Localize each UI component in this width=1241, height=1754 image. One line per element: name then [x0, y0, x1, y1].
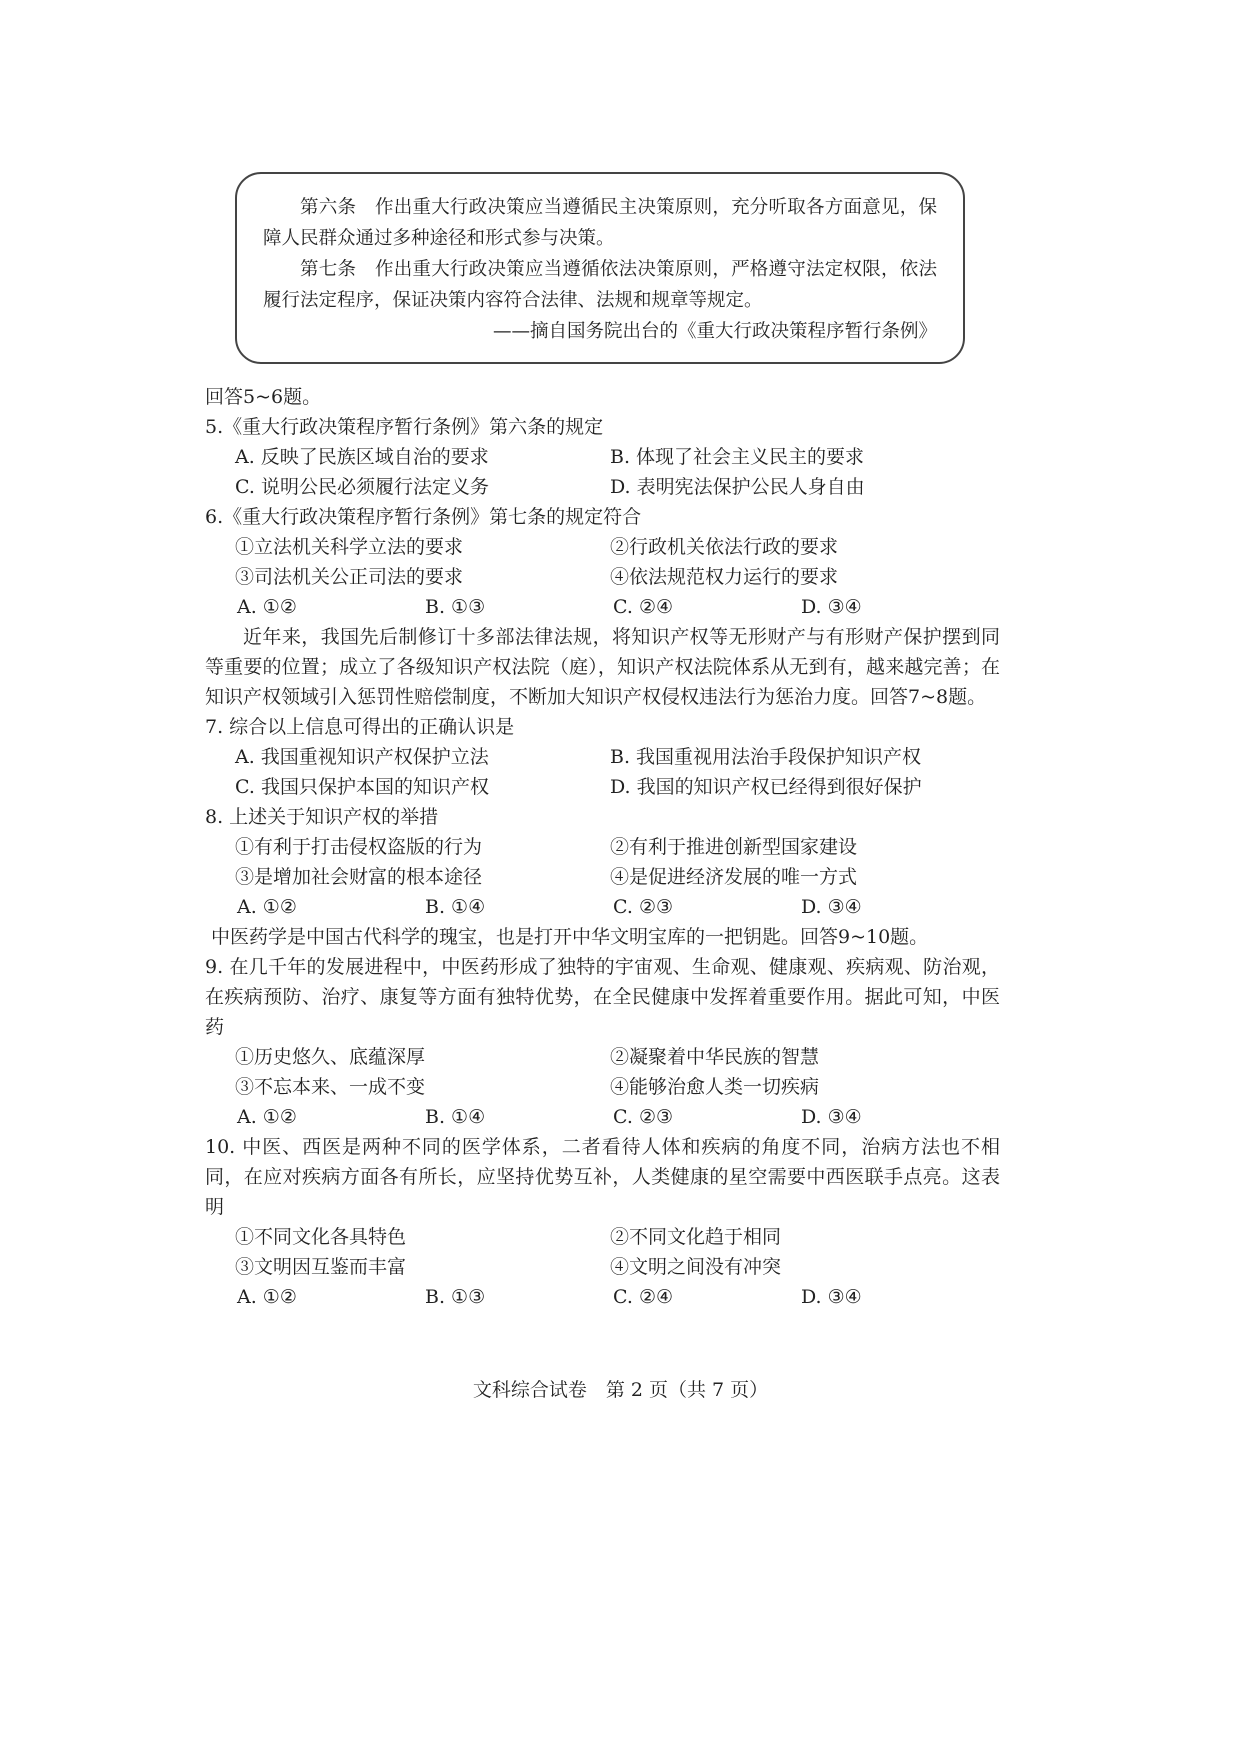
q7-option-d[interactable]: D. 我国的知识产权已经得到很好保护 — [610, 776, 922, 798]
q5-option-d[interactable]: D. 表明宪法保护公民人身自由 — [610, 476, 865, 498]
q9-item-2: ②凝聚着中华民族的智慧 — [610, 1046, 820, 1068]
q8-item-3: ③是增加社会财富的根本途径 — [235, 866, 483, 888]
q5-option-a[interactable]: A. 反映了民族区域自治的要求 — [235, 446, 489, 468]
q8-items-34 — [205, 862, 1000, 892]
q10-item-4: ④文明之间没有冲突 — [610, 1256, 782, 1278]
q6-stem: 6.《重大行政决策程序暂行条例》第七条的规定符合 — [205, 506, 642, 528]
q7-stem: 7. 综合以上信息可得出的正确认识是 — [205, 716, 515, 738]
q9-option-b[interactable]: B. ①④ — [425, 1106, 486, 1128]
exam-content — [205, 382, 1000, 1312]
q8-options — [205, 892, 1000, 922]
q8-option-a[interactable]: A. ①② — [237, 896, 297, 918]
q9-item-4: ④能够治愈人类一切疾病 — [610, 1076, 820, 1098]
q8-item-4: ④是促进经济发展的唯一方式 — [610, 866, 858, 888]
intro-5-6: 回答5~6题。 — [205, 386, 322, 408]
q8-stem: 8. 上述关于知识产权的举措 — [205, 806, 439, 828]
q6-items-34 — [205, 562, 1000, 592]
q9-item-3: ③不忘本来、一成不变 — [235, 1076, 426, 1098]
q5-options-ab — [205, 442, 1000, 472]
q10-item-3: ③文明因互鉴而丰富 — [235, 1256, 407, 1278]
q10-option-b[interactable]: B. ①③ — [425, 1286, 486, 1308]
q9-option-d[interactable]: D. ③④ — [801, 1106, 862, 1128]
q9-option-c[interactable]: C. ②③ — [613, 1106, 674, 1128]
q7-option-c[interactable]: C. 我国只保护本国的知识产权 — [235, 776, 489, 798]
q9-options — [205, 1102, 1000, 1132]
q9-item-1: ①历史悠久、底蕴深厚 — [235, 1046, 426, 1068]
q7-option-b[interactable]: B. 我国重视用法治手段保护知识产权 — [610, 746, 922, 768]
q6-option-b[interactable]: B. ①③ — [425, 596, 486, 618]
q7-options-ab — [205, 742, 1000, 772]
q8-items-12 — [205, 832, 1000, 862]
passage-7-8: 近年来，我国先后制修订十多部法律法规，将知识产权等无形财产与有形财产保护摆到同等重要的位置；成立了各级知识产权法院（庭），知识产权法院体系从无到有，越来越完善；在知识产权领域引入惩罚性赔偿制度，不断加大知识产权侵权违法行为惩治力度。回答7~8题。 — [205, 626, 1000, 708]
q6-options — [205, 592, 1000, 622]
q10-item-2: ②不同文化趋于相同 — [610, 1226, 782, 1248]
q8-option-d[interactable]: D. ③④ — [801, 896, 862, 918]
q9-items-34 — [205, 1072, 1000, 1102]
q6-item-4: ④依法规范权力运行的要求 — [610, 566, 839, 588]
q5-option-c[interactable]: C. 说明公民必须履行法定义务 — [235, 476, 489, 498]
q6-option-c[interactable]: C. ②④ — [613, 596, 674, 618]
q8-item-1: ①有利于打击侵权盗版的行为 — [235, 836, 483, 858]
q9-option-a[interactable]: A. ①② — [237, 1106, 297, 1128]
q8-item-2: ②有利于推进创新型国家建设 — [610, 836, 858, 858]
q9-stem: 9. 在几千年的发展进程中，中医药形成了独特的宇宙观、生命观、健康观、疾病观、防治观，在疾病预防、治疗、康复等方面有独特优势，在全民健康中发挥着重要作用。据此可知，中医药 — [205, 956, 1000, 1038]
q6-option-a[interactable]: A. ①② — [237, 596, 297, 618]
q8-option-c[interactable]: C. ②③ — [613, 896, 674, 918]
q10-items-12 — [205, 1222, 1000, 1252]
q5-stem: 5.《重大行政决策程序暂行条例》第六条的规定 — [205, 416, 604, 438]
q10-option-d[interactable]: D. ③④ — [801, 1286, 862, 1308]
q5-option-b[interactable]: B. 体现了社会主义民主的要求 — [610, 446, 865, 468]
q6-item-2: ②行政机关依法行政的要求 — [610, 536, 839, 558]
q6-item-3: ③司法机关公正司法的要求 — [235, 566, 464, 588]
q6-item-1: ①立法机关科学立法的要求 — [235, 536, 464, 558]
q7-option-a[interactable]: A. 我国重视知识产权保护立法 — [235, 746, 489, 768]
intro-9-10: 中医药学是中国古代科学的瑰宝，也是打开中华文明宝库的一把钥匙。回答9~10题。 — [211, 926, 929, 948]
page-footer: 文科综合试卷 第 2 页（共 7 页） — [472, 1379, 769, 1401]
q5-options-cd — [205, 472, 1000, 502]
quote-source: ——摘自国务院出台的《重大行政决策程序暂行条例》 — [492, 321, 937, 342]
article-7: 第七条 作出重大行政决策应当遵循依法决策原则，严格遵守法定权限，依法履行法定程序，保证决策内容符合法律、法规和规章等规定。 — [263, 259, 937, 311]
q6-option-d[interactable]: D. ③④ — [801, 596, 862, 618]
q7-options-cd — [205, 772, 1000, 802]
quote-box — [235, 172, 965, 364]
q9-items-12 — [205, 1042, 1000, 1072]
q10-options — [205, 1282, 1000, 1312]
q8-option-b[interactable]: B. ①④ — [425, 896, 486, 918]
article-6: 第六条 作出重大行政决策应当遵循民主决策原则，充分听取各方面意见，保障人民群众通过多种途径和形式参与决策。 — [263, 197, 937, 249]
q10-option-a[interactable]: A. ①② — [237, 1286, 297, 1308]
q10-items-34 — [205, 1252, 1000, 1282]
q10-stem: 10. 中医、西医是两种不同的医学体系，二者看待人体和疾病的角度不同，治病方法也不相同，在应对疾病方面各有所长，应坚持优势互补，人类健康的星空需要中西医联手点亮。这表明 — [205, 1136, 1000, 1218]
q6-items-12 — [205, 532, 1000, 562]
q10-item-1: ①不同文化各具特色 — [235, 1226, 407, 1248]
q10-option-c[interactable]: C. ②④ — [613, 1286, 674, 1308]
